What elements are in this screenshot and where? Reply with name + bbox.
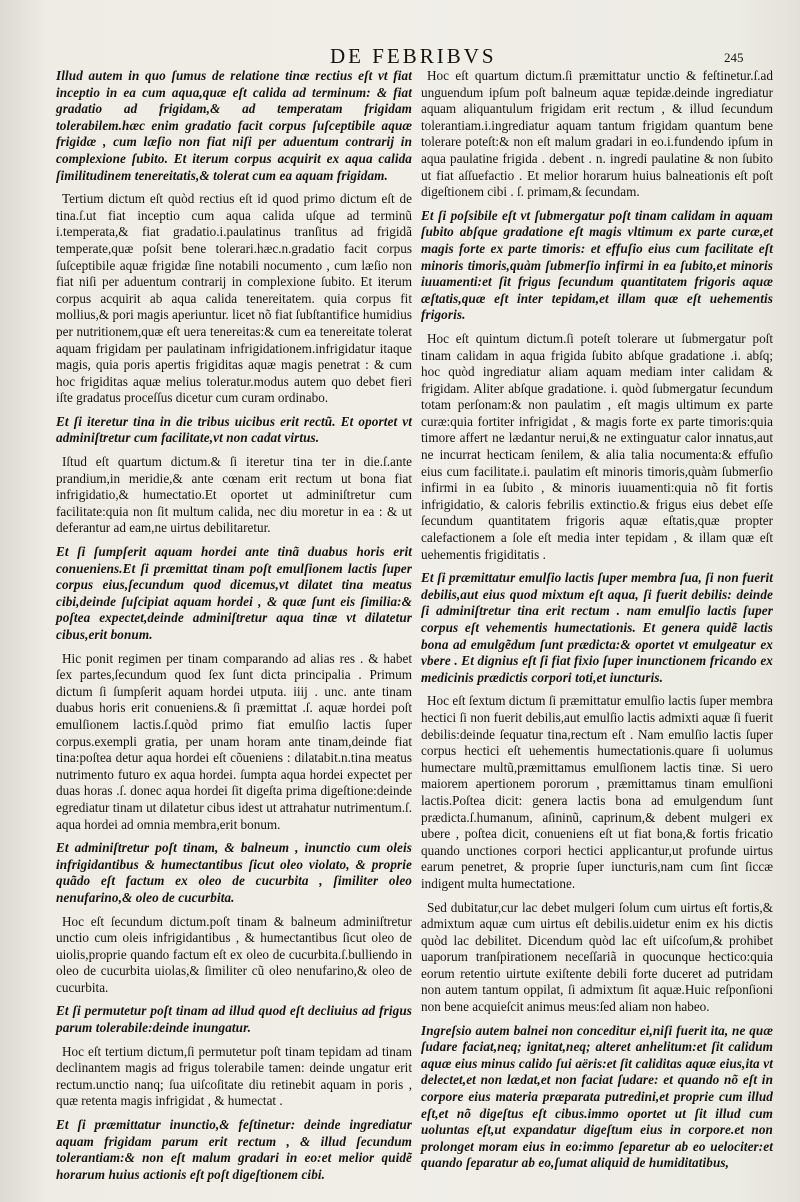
commentary-paragraph: Tertium dictum eſt quòd rectius eſt id quod primo dictum eſt de tina.ſ.ut fiat inceptio cum aqua calida uſque ad terminũ i.temperata,& fiat gradatio.i.paulatinus tranſitus ad frigidã temperate,quæ poſsit bene tolerari.hæc.n.gradatio facit corpus ſuſceptibile aquæ frigidæ ſine notabili nocumento , cum læſio non fiat niſi per aduentum contrarij in complexione ſubito. Et iterum corpus acquirit ab aqua calida tenereitatem. quia corpus fit mollius,& pori magis aperiuntur. licet nõ fiat ſubſtantifice humidius per nutritionem,quæ eſt uera tenereitas:& cum ea tenereitate tolerat aquam frigidam per paulatinam infrigidationem.infrigidatur itaque magis, quia poris apertis frigiditas aquæ magis penetrat : & cum hoc frigiditas aquæ melius toleratur.modus autem quo debet fieri iſte gradatus proceſſus dicetur cum curam ordinabo. <box>56 191 412 406</box>
commentary-paragraph: Sed dubitatur,cur lac debet mulgeri ſolum cum uirtus eſt fortis,& admixtum aquæ cum uirtus eſt debilis.uidetur enim ex his dictis quòd lac debilitet. Dicendum quòd lac eſt uiſcoſum,& prohibet uaporum tranſpirationem neceſſariã in quocunque hectico:quia eorum retentio uirtute exiſtente debili forte duceret ad putridam non autem tantum oppilat, ſi admixtum ſit aquæ.Huic reſponſioni non bene acquieſcit animus meus:ſed aliam non habeo. <box>421 899 773 1015</box>
lemma-paragraph: Et ſi poſsibile eſt vt ſubmergatur poſt tinam calidam in aquam ſubito abſque gradatione eſt magis vltimum ex parte curæ,et magis forte ex parte timoris: et effuſio eius cum facilitate eſt minoris timoris,quàm ſubmerſio infirmi in ea ſubito,et minoris iuuamenti:et ſit frigus ſecundum quantitatem frigoris aquæ æſtatis,quæ eſt inter tepidam,et illam quæ eſt uehementis frigoris. <box>421 207 773 323</box>
page-number: 245 <box>724 50 744 65</box>
lemma-paragraph: Ingreſsio autem balnei non conceditur ei,niſi fuerit ita, ne quæ ſudare faciat,neq; ignitat,neq; alteret anhelitum:et ſit calidum aquæ eius minus calido ſui aëris:et ſit caliditas aquæ eius,ita vt delectet,et non lædat,et non faciat ſudare: et quando nõ eſt in corpore eius materia præparata putredini,et proprie cum illud eſt,et nõ digeſtus eſt cibus.immo oportet ut ſit illud cum uoluntas eſt,ut expandatur digeſtum eius in corpore.et non prolonget moram eius in eo:immo ſeparetur ab eo uelociter:et quando ſeparatur ab eo,ſumat aliquid de humiditatibus, <box>421 1022 773 1171</box>
lemma-paragraph: Et ſi præmittatur inunctio,& feſtinetur: deinde ingrediatur aquam frigidam parum erit rectum , & illud ſecundum tolerantiam:& non eſt malum gradari in eo:et melior quidẽ horarum huius actionis eſt poſt digeſtionem cibi. <box>56 1117 412 1182</box>
commentary-paragraph: Hic ponit regimen per tinam comparando ad alias res . & habet ſex partes,ſecundum quod ſex ſunt dicta principalia . Primum dictum ſi ſumpſerit aquam hordei utputa. iiij . unc. ante tinam duabus horis erit conueniens.& ſi præmittat .ſ. aquæ hordei poſt emulſionem lactis.ſ.quòd primo fiat emulſio lactis ſuper corpus.exempli gratia, per unam horam ante tinam,deinde fiat tina:poſtea detur aqua hordei eſt cõueniens : dilatabit.n.tina meatus nutrimento futuro ex aqua hordei. ſumpta aqua hordei expectet per duas horas .ſ. donec aqua hordei ſit digeſta prima digeſtione:deinde egrediatur tinam ut dilatetur cibus idest ut attrahatur nutrimentum.ſ. aqua hordei ad omnia membra,erit bonum. <box>56 650 412 832</box>
lemma-paragraph: Et ſi iteretur tina in die tribus uicibus erit rectũ. Et oportet vt adminiſtretur cum facilitate,vt non cadat virtus. <box>56 413 412 446</box>
commentary-paragraph: Hoc eſt quintum dictum.ſi poteſt tolerare ut ſubmergatur poſt tinam calidam in aqua frigida ſubito abſque gradatione .i. abſq; hoc quòd ingrediatur aliam aquam mediam inter calidam & frigidam. Aliter abſque gradatione. i. quòd ſubmergatur ſecundum totam perſonam:& non paulatim , eſt magis ultimum ex parte curæ:quia fortiter infrigidat , & magis forte ex parte timoris:quia timore affert ne lædantur nerui,& ne extinguatur calor innatus,aut ne incurrat hecticam ſenilem, & alia talia nocumenta:& effuſio eius cum facilitate.i. paulatim eſt minoris timoris,quàm ſubmerſio infirmi in ea ſubito , & minoris iuuamenti:quia nõ fit fortis infrigidatio, & caloris febrilis extinctio.& frigus eius debet eſſe ſecundum quantitatem frigoris aquæ eſtatis,quæ propter calefactionem a ſole eſt media inter tepidam , & illam quæ eſt uehementis frigiditatis . <box>421 330 773 562</box>
commentary-paragraph: Hoc eſt quartum dictum.ſi præmittatur unctio & feſtinetur.ſ.ad unguendum ipſum poſt balneum aquæ tepidæ.deinde ingrediatur aquam aliquantulum frigidam erit rectum , & illud ſecundum tolerantiam.i.ingrediatur aquam tantum frigidam quantum bene tolerare poteſt:& non eſt malum gradari in eo.i.fundendo ipſum in aqua paulatine frigida . debent . n. ingredi paulatine & non ſubito ut fiat aſſuefactio . Et melior horarum huius balneationis eſt poſt digeſtionem cibi . ſ. primam,& ſecundam. <box>421 68 773 200</box>
lemma-paragraph: Et adminiſtretur poſt tinam, & balneum , inunctio cum oleis infrigidantibus & humectantibus ſicut oleo violato, & proprie quãdo eſt factum ex oleo de cucurbita , ſimiliter oleo nenufarino,& oleo de cucurbita. <box>56 840 412 905</box>
running-title: DE FEBRIBVS <box>330 44 497 68</box>
left-column <box>56 68 412 1190</box>
commentary-paragraph: Iſtud eſt quartum dictum.& ſi iteretur tina ter in die.ſ.ante prandium,in meridie,& ante cœnam erit rectum ut bona fiat infrigidatio,& humectatio.Et oportet ut adminiſtretur cum facilitate:quia non ſit multum calida, nec diu moretur in ea : & ut deferantur ad eam,ne uirtus debilitaretur. <box>56 454 412 536</box>
lemma-paragraph: Et ſi permutetur poſt tinam ad illud quod eſt decliuius ad frigus parum tolerabile:deinde inungatur. <box>56 1003 412 1036</box>
commentary-paragraph: Hoc eſt ſextum dictum ſi præmittatur emulſio lactis ſuper membra hectici ſi non fuerit debilis,aut emulſio lactis admixti aquæ ſi fuerit debilis:deinde ſequatur tina,rectum eſt . Nam emulſio lactis ſuper corpus hectici eſt uehementis humectationis.quare ſi uolumus humectare multũ,præmittamus emulſionem lactis tinæ. Si uero maiorem apertionem pororum , præmittamus tinam emulſioni lactis.Poſtea dicit: genera lactis bona ad emulgendum ſunt prædicta.ſ.humanum, aſininũ, caprinum,& debent mulgeri ex ubere , poſtea dicit, conueniens eſt ut fiat bona,& fortis fricatio quando unctiones corpori hectici applicantur,ut profunde uirtus earum penetret, & proprie ſuper iuncturis,nam cum ſint ſiccæ indigent multa humectatione. <box>421 693 773 891</box>
commentary-paragraph: Hoc eſt ſecundum dictum.poſt tinam & balneum adminiſtretur unctio cum oleis infrigidantibus , & humectantibus ſicut oleo de uiolis,proprie quando factum eſt ex oleo de cucurbita.ſ.bulliendo in oleo de cucurbita uiolas,& ſimiliter cũ oleo nenufarino,& oleo de cucurbita. <box>56 913 412 995</box>
lemma-paragraph: Et ſi ſumpſerit aquam hordei ante tinã duabus horis erit conueniens.Et ſi præmittat tinam poſt emulſionem lactis ſuper corpus eius,ſecundum quod dicemus,vt dilatet tina meatus cibi,deinde ſuſcipiat aquam hordei , & quæ ſunt eis ſimilia:& poſtea expectet,deinde adminiſtretur aqua tinæ vt dilatetur cibus,erit bonum. <box>56 544 412 642</box>
right-column <box>421 68 773 1179</box>
commentary-paragraph: Hoc eſt tertium dictum,ſi permutetur poſt tinam tepidam ad tinam declinantem magis ad frigus tolerabile tamen: deinde ungatur erit rectum.unctio nanq; ſua uiſcoſitate diu retinebit aquam in poris , quæ retenta magis infrigidat , & humectat . <box>56 1043 412 1109</box>
lemma-paragraph: Illud autem in quo ſumus de relatione tinæ rectius eſt vt fiat inceptio in ea cum aqua,quæ eſt calida ad terminum: & fiat gradatio ad frigidam,& ad temperatam frigidam tolerabilem.hæc enim gradatio facit corpus ſuſceptibile aquæ frigidæ , cum læſio non fiat niſi per aduentum contrarij in complexione ſubito. Et iterum corpus acquirit ex aqua calida ſimilitudinem tenereitatis,& tolerat cum ea aquam frigidam. <box>56 68 412 183</box>
lemma-paragraph: Et ſi præmittatur emulſio lactis ſuper membra ſua, ſi non fuerit debilis,aut eius quod mixtum eſt aqua, ſi fuerit debilis: deinde ſi adminiſtretur tina erit rectum . nam emulſio lactis ſuper corpus eſt vehementis humectationis. Et genera quidẽ lactis bona ad emulgẽdum ſunt prædicta:& oportet vt emulgeatur ex vbere . Et dignius eſt ſi fiat fixio ſuper inunctionem fricando ex medicinis prædictis corpori toti,et iuncturis. <box>421 570 773 685</box>
